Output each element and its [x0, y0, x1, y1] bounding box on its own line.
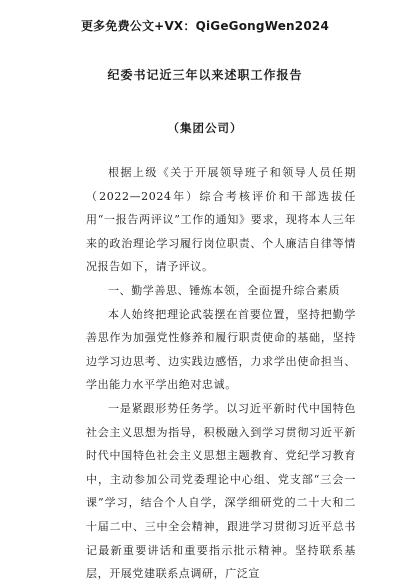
- body-paragraph: 本人始终把理论武装摆在首要位置，坚持把勤学善思作为加强党性修养和履行职责使命的基础，坚持边学习边思考、边实践边感悟，力求学出使命担当、学出能力水平学出绝对忠诚。: [86, 307, 356, 392]
- document-subtitle: （集团公司）: [167, 121, 243, 135]
- document-title: 纪委书记近三年以来述职工作报告: [107, 68, 303, 82]
- header-note: 更多免费公文+VX：QiGeGongWen2024: [80, 19, 329, 33]
- intro-paragraph: 根据上级《关于开展领导班子和领导人员任期（2022—2024年）综合考核评价和干部选拔任用“一报告两评议”工作的通知》要求，现将本人三年来的政治理论学习履行岗位职责、个人廉洁自律等情况报告如下，请予评议。: [86, 166, 356, 274]
- document-body: [86, 161, 356, 586]
- body-paragraph: 一是紧跟形势任务学。以习近平新时代中国特色社会主义思想为指导，积极融入到学习贯彻习近平新时代中国特色社会主义思想主题教育、党纪学习教育中，主动参加公司党委理论中心组、党支部“三会一课”学习，结合个人自学，深学细研党的二十大和二十届二中、三中全会精神，跟进学习贯彻习近平总书记最新重要讲话和重要指示批示精神。坚持联系基层，开展党建联系点调研，广泛宣: [86, 401, 356, 581]
- section-heading: 一、勤学善思、锤炼本领，全面提升综合素质: [108, 283, 340, 297]
